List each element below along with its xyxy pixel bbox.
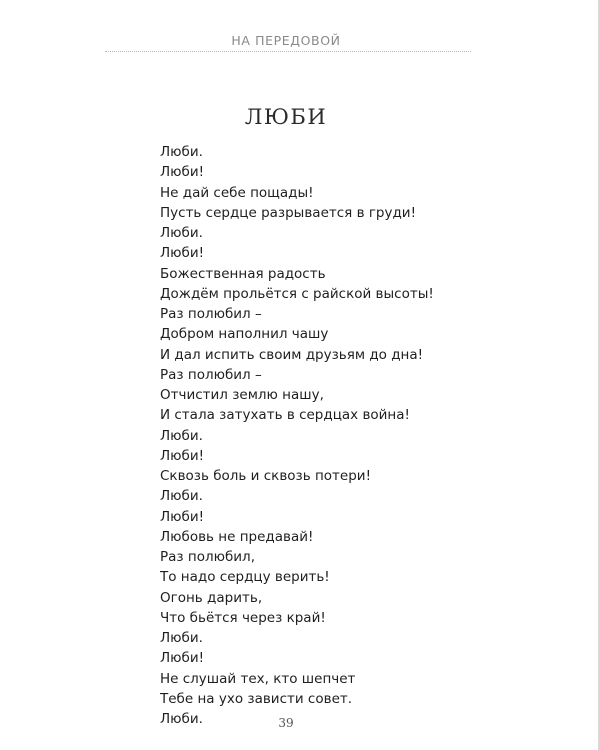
poem-line: Пусть сердце разрывается в груди! bbox=[160, 204, 416, 221]
poem-line: Раз полюбил – bbox=[160, 366, 262, 383]
poem-line: Дождём прольётся с райской высоты! bbox=[160, 285, 434, 302]
poem-line: Божественная радость bbox=[160, 265, 326, 282]
poem-line: Люби! bbox=[160, 650, 205, 667]
poem-line: Что бьётся через край! bbox=[160, 609, 326, 626]
poem-line: И стала затухать в сердцах война! bbox=[160, 407, 410, 424]
poem-line: Люби! bbox=[160, 245, 205, 262]
poem-line: Добром наполнил чашу bbox=[160, 326, 329, 343]
running-header: НА ПЕРЕДОВОЙ bbox=[231, 33, 341, 48]
poem-line: Люби! bbox=[160, 508, 205, 525]
poem-line: Люби. bbox=[160, 427, 203, 444]
poem-line: Отчистил землю нашу, bbox=[160, 387, 324, 403]
page-number: 39 bbox=[278, 716, 294, 730]
poem-line: Не дай себе пощады! bbox=[160, 184, 314, 201]
poem-line: Не слушай тех, кто шепчет bbox=[160, 670, 356, 687]
poem-line: Люби. bbox=[160, 630, 203, 646]
poem-line: Люби. bbox=[160, 488, 203, 505]
poem-line: И дал испить своим друзьям до дна! bbox=[160, 346, 424, 363]
poem-line: Сквозь боль и сквозь потери! bbox=[160, 468, 371, 484]
poem-line: Люби! bbox=[160, 447, 205, 464]
header-divider bbox=[105, 51, 471, 52]
poem-line: Люби. bbox=[160, 144, 203, 160]
poem-line: Люби! bbox=[160, 164, 205, 181]
poem-line: Раз полюбил – bbox=[160, 306, 262, 322]
poem-line: Тебе на ухо зависти совет. bbox=[160, 690, 353, 707]
poem-line: Люби. bbox=[160, 225, 203, 241]
poem-line: Огонь дарить, bbox=[160, 589, 263, 606]
poem-line: То надо сердцу верить! bbox=[160, 569, 330, 586]
poem-line: Любовь не предавай! bbox=[160, 528, 314, 545]
poem-line: Люби. bbox=[160, 711, 203, 727]
poem-line: Раз полюбил, bbox=[160, 549, 255, 565]
poem-title: ЛЮБИ bbox=[244, 105, 328, 129]
poem-body bbox=[160, 142, 560, 729]
